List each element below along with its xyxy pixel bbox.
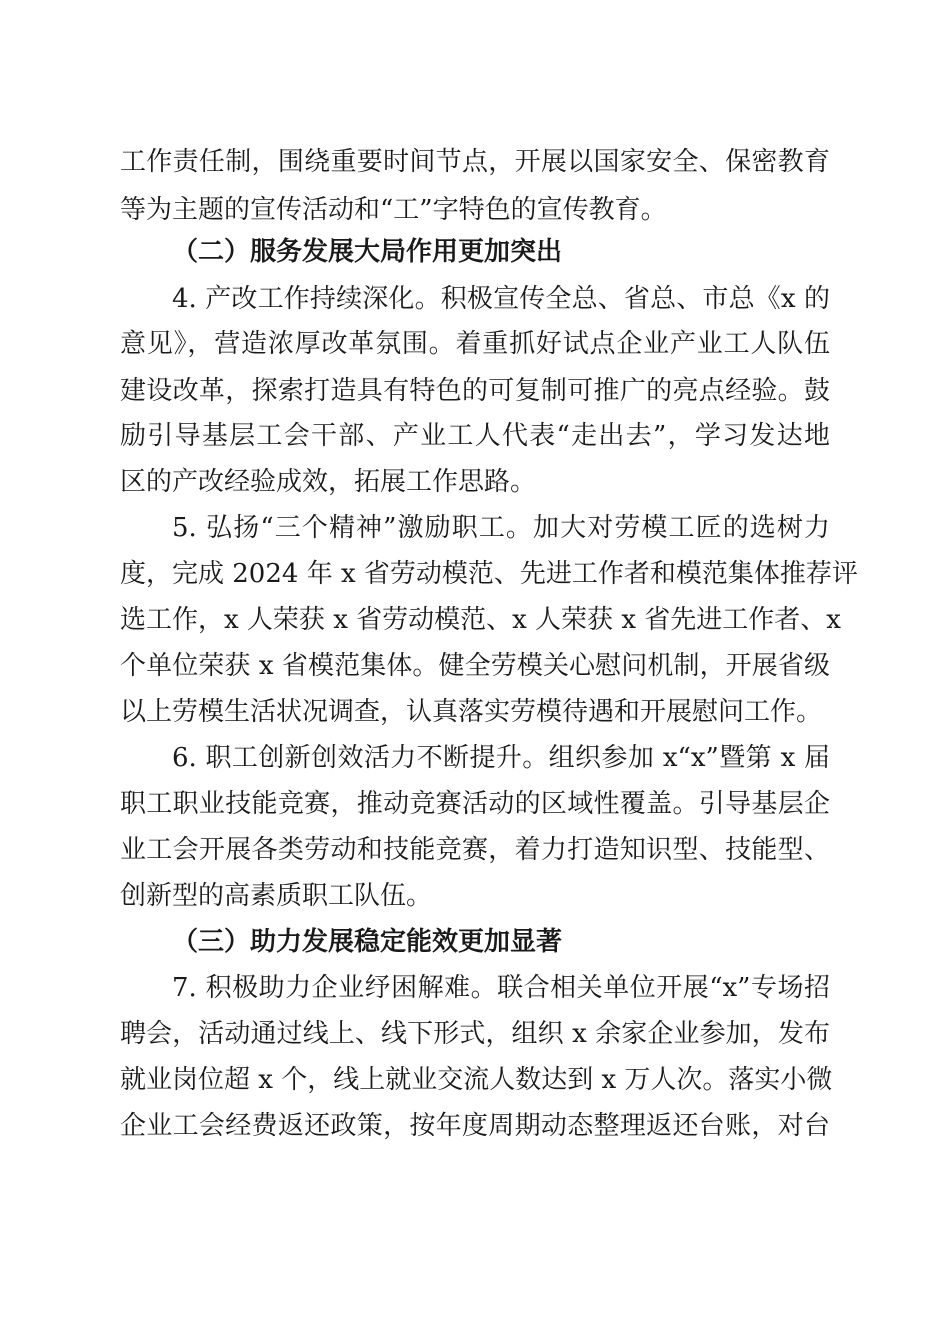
paragraph-line: 意见》，营造浓厚改革氛围。着重抓好试点企业产业工人队伍 xyxy=(120,329,830,359)
section-heading: （二）服务发展大局作用更加突出 xyxy=(172,237,563,267)
paragraph-line: 业工会开展各类劳动和技能竞赛，着力打造知识型、技能型、 xyxy=(120,835,830,865)
paragraph-line: 4. 产改工作持续深化。积极宣传全总、省总、市总《x 的 xyxy=(172,284,830,314)
paragraph-line: 度，完成 2024 年 x 省劳动模范、先进工作者和模范集体推荐评 xyxy=(120,559,858,589)
paragraph-line: 以上劳模生活状况调查，认真落实劳模待遇和开展慰问工作。 xyxy=(120,697,823,727)
paragraph-line: 创新型的高素质职工队伍。 xyxy=(120,881,433,911)
paragraph-line: 等为主题的宣传活动和“工”字特色的宣传教育。 xyxy=(120,195,667,225)
paragraph-line: 企业工会经费返还政策，按年度周期动态整理返还台账，对台 xyxy=(120,1111,830,1141)
paragraph-line: 职工职业技能竞赛，推动竞赛活动的区域性覆盖。引导基层企 xyxy=(120,789,830,819)
paragraph-line: 工作责任制，围绕重要时间节点，开展以国家安全、保密教育 xyxy=(120,147,830,177)
section-heading: （三）助力发展稳定能效更加显著 xyxy=(172,927,563,957)
paragraph-line: 区的产改经验成效，拓展工作思路。 xyxy=(120,467,537,497)
paragraph-line: 建设改革，探索打造具有特色的可复制可推广的亮点经验。鼓 xyxy=(120,376,830,406)
paragraph-line: 就业岗位超 x 个，线上就业交流人数达到 x 万人次。落实小微 xyxy=(120,1065,833,1095)
paragraph-line: 聘会，活动通过线上、线下形式，组织 x 余家企业参加，发布 xyxy=(120,1019,830,1049)
paragraph-line: 7. 积极助力企业纾困解难。联合相关单位开展“x”专场招 xyxy=(172,973,830,1003)
paragraph-line: 5. 弘扬“三个精神”激励职工。加大对劳模工匠的选树力 xyxy=(172,513,830,543)
paragraph-line: 6. 职工创新创效活力不断提升。组织参加 x“x”暨第 x 届 xyxy=(172,743,830,773)
paragraph-line: 励引导基层工会干部、产业工人代表“走出去”，学习发达地 xyxy=(120,421,830,451)
paragraph-line: 个单位荣获 x 省模范集体。健全劳模关心慰问机制，开展省级 xyxy=(120,651,830,681)
paragraph-line: 选工作，x 人荣获 x 省劳动模范、x 人荣获 x 省先进工作者、x xyxy=(120,605,841,635)
